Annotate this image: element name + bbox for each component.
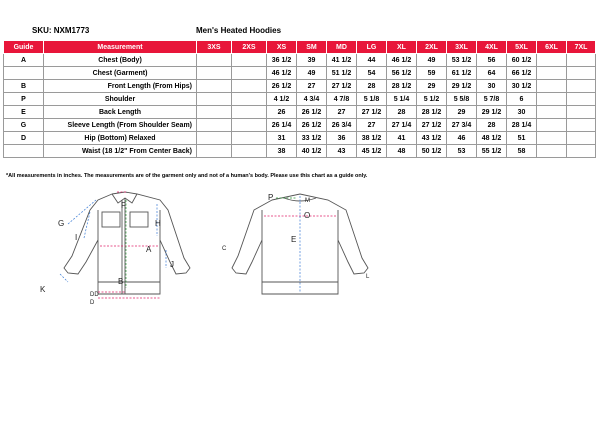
size-value-cell: 6 <box>507 93 537 106</box>
size-value-cell: 49 <box>297 67 327 80</box>
measurement-cell: Back Length <box>44 106 197 119</box>
measurement-footnote: *All measurements in inches. The measurements are of the garment only and not of a human's body. Please use this chart as a guide only. <box>6 173 368 179</box>
measurement-cell: Sleeve Length (From Shoulder Seam) <box>44 119 197 132</box>
column-header: Guide <box>4 41 44 54</box>
guide-cell: B <box>4 80 44 93</box>
size-value-cell: 66 1/2 <box>507 67 537 80</box>
column-header: LG <box>357 41 387 54</box>
size-value-cell <box>567 54 596 67</box>
size-value-cell: 27 1/4 <box>387 119 417 132</box>
measurement-cell: Chest (Garment) <box>44 67 197 80</box>
label-p: P <box>268 193 274 202</box>
guide-cell: G <box>4 119 44 132</box>
table-row <box>4 145 596 158</box>
back-view-guides <box>264 196 336 292</box>
size-value-cell: 58 <box>507 145 537 158</box>
size-value-cell: 5 1/4 <box>387 93 417 106</box>
column-header: 5XL <box>507 41 537 54</box>
size-value-cell <box>232 132 267 145</box>
size-value-cell <box>537 54 567 67</box>
chart-header <box>0 26 600 40</box>
size-value-cell: 4 3/4 <box>297 93 327 106</box>
size-value-cell: 33 1/2 <box>297 132 327 145</box>
size-value-cell: 38 <box>267 145 297 158</box>
size-value-cell: 64 <box>477 67 507 80</box>
size-value-cell: 5 1/2 <box>417 93 447 106</box>
size-value-cell: 30 1/2 <box>507 80 537 93</box>
column-header: 3XL <box>447 41 477 54</box>
size-value-cell: 36 1/2 <box>267 54 297 67</box>
size-value-cell: 28 1/4 <box>507 119 537 132</box>
column-header: 2XS <box>232 41 267 54</box>
table-header-row <box>4 41 596 54</box>
label-g: G <box>58 219 65 228</box>
size-value-cell: 29 <box>417 80 447 93</box>
size-value-cell: 4 7/8 <box>327 93 357 106</box>
guide-cell <box>4 145 44 158</box>
size-value-cell: 5 7/8 <box>477 93 507 106</box>
size-value-cell: 48 <box>387 145 417 158</box>
size-value-cell: 27 <box>297 80 327 93</box>
label-dd: DD <box>90 292 99 298</box>
size-value-cell: 29 1/2 <box>477 106 507 119</box>
size-value-cell: 60 1/2 <box>507 54 537 67</box>
size-value-cell <box>567 119 596 132</box>
label-j: J <box>170 260 174 269</box>
size-value-cell: 41 <box>387 132 417 145</box>
guide-cell: E <box>4 106 44 119</box>
size-value-cell: 46 1/2 <box>387 54 417 67</box>
measurement-cell: Hip (Bottom) Relaxed <box>44 132 197 145</box>
size-value-cell <box>537 145 567 158</box>
size-value-cell: 26 3/4 <box>327 119 357 132</box>
table-row <box>4 93 596 106</box>
size-value-cell <box>537 93 567 106</box>
column-header: 6XL <box>537 41 567 54</box>
size-value-cell: 51 <box>507 132 537 145</box>
size-value-cell <box>537 106 567 119</box>
size-value-cell: 53 1/2 <box>447 54 477 67</box>
front-view-garment <box>64 192 190 294</box>
measurement-cell: Waist (18 1/2" From Center Back) <box>44 145 197 158</box>
size-value-cell: 31 <box>267 132 297 145</box>
guide-cell: P <box>4 93 44 106</box>
size-value-cell: 28 <box>357 80 387 93</box>
size-value-cell <box>567 106 596 119</box>
label-a: A <box>146 245 152 254</box>
size-value-cell <box>232 145 267 158</box>
measurement-cell: Shoulder <box>44 93 197 106</box>
size-value-cell <box>232 119 267 132</box>
size-value-cell: 27 1/2 <box>357 106 387 119</box>
size-value-cell: 27 1/2 <box>417 119 447 132</box>
size-value-cell: 55 1/2 <box>477 145 507 158</box>
size-value-cell: 26 1/2 <box>267 80 297 93</box>
size-value-cell <box>232 80 267 93</box>
label-m: M <box>305 198 310 204</box>
size-value-cell <box>567 93 596 106</box>
size-value-cell <box>232 93 267 106</box>
size-value-cell: 27 <box>327 106 357 119</box>
size-value-cell: 39 <box>297 54 327 67</box>
size-value-cell <box>232 106 267 119</box>
back-view-labels <box>222 193 370 280</box>
size-value-cell: 5 1/8 <box>357 93 387 106</box>
size-value-cell: 56 1/2 <box>387 67 417 80</box>
garment-diagram <box>0 188 600 308</box>
size-value-cell: 59 <box>417 67 447 80</box>
column-header: XS <box>267 41 297 54</box>
label-l: L <box>366 274 370 280</box>
size-value-cell <box>232 54 267 67</box>
size-value-cell <box>537 119 567 132</box>
size-value-cell <box>232 67 267 80</box>
column-header: 7XL <box>567 41 596 54</box>
size-value-cell: 44 <box>357 54 387 67</box>
size-value-cell: 27 1/2 <box>327 80 357 93</box>
label-k: K <box>40 285 46 294</box>
table-row <box>4 132 596 145</box>
label-f: F <box>121 201 126 210</box>
size-value-cell: 40 1/2 <box>297 145 327 158</box>
size-value-cell <box>567 67 596 80</box>
measurement-cell: Front Length (From Hips) <box>44 80 197 93</box>
label-o: O <box>304 211 311 220</box>
label-i: I <box>75 233 78 242</box>
size-value-cell: 26 <box>267 106 297 119</box>
size-value-cell: 28 1/2 <box>417 106 447 119</box>
guide-cell: A <box>4 54 44 67</box>
table-row <box>4 67 596 80</box>
label-e: E <box>291 235 297 244</box>
table-row <box>4 54 596 67</box>
label-b: B <box>118 277 124 286</box>
column-header: SM <box>297 41 327 54</box>
column-header: 2XL <box>417 41 447 54</box>
size-value-cell: 61 1/2 <box>447 67 477 80</box>
size-value-cell: 30 <box>507 106 537 119</box>
size-value-cell: 26 1/4 <box>267 119 297 132</box>
size-value-cell <box>197 145 232 158</box>
size-value-cell <box>567 80 596 93</box>
size-value-cell: 46 1/2 <box>267 67 297 80</box>
column-header: 4XL <box>477 41 507 54</box>
label-c: C <box>222 246 227 252</box>
size-value-cell <box>567 132 596 145</box>
size-value-cell: 29 1/2 <box>447 80 477 93</box>
size-value-cell <box>197 67 232 80</box>
size-value-cell <box>537 132 567 145</box>
column-header: Measurement <box>44 41 197 54</box>
guide-cell <box>4 67 44 80</box>
label-h: H <box>155 219 161 228</box>
size-value-cell: 45 1/2 <box>357 145 387 158</box>
size-value-cell: 38 1/2 <box>357 132 387 145</box>
size-value-cell: 51 1/2 <box>327 67 357 80</box>
size-value-cell <box>197 106 232 119</box>
column-header: MD <box>327 41 357 54</box>
size-value-cell: 4 1/2 <box>267 93 297 106</box>
size-value-cell: 43 1/2 <box>417 132 447 145</box>
size-value-cell: 5 5/8 <box>447 93 477 106</box>
size-value-cell: 26 1/2 <box>297 119 327 132</box>
size-value-cell: 46 <box>447 132 477 145</box>
table-row <box>4 80 596 93</box>
size-value-cell: 30 <box>477 80 507 93</box>
size-value-cell: 28 1/2 <box>387 80 417 93</box>
size-value-cell: 28 <box>387 106 417 119</box>
size-value-cell: 27 3/4 <box>447 119 477 132</box>
size-value-cell <box>197 132 232 145</box>
table-row <box>4 119 596 132</box>
size-value-cell <box>197 119 232 132</box>
size-value-cell: 53 <box>447 145 477 158</box>
front-view-labels <box>40 201 174 306</box>
size-value-cell: 50 1/2 <box>417 145 447 158</box>
size-value-cell <box>537 80 567 93</box>
size-chart-table <box>3 40 596 158</box>
product-title: Men's Heated Hoodies <box>196 26 282 35</box>
size-value-cell: 28 <box>477 119 507 132</box>
size-value-cell: 41 1/2 <box>327 54 357 67</box>
column-header: XL <box>387 41 417 54</box>
size-value-cell: 56 <box>477 54 507 67</box>
sku-label: SKU: NXM1773 <box>32 26 90 35</box>
size-value-cell: 43 <box>327 145 357 158</box>
size-value-cell: 54 <box>357 67 387 80</box>
measurement-cell: Chest (Body) <box>44 54 197 67</box>
size-value-cell: 26 1/2 <box>297 106 327 119</box>
size-value-cell <box>537 67 567 80</box>
label-d: D <box>90 300 95 306</box>
size-value-cell: 29 <box>447 106 477 119</box>
size-value-cell <box>197 93 232 106</box>
size-value-cell <box>197 54 232 67</box>
size-value-cell: 36 <box>327 132 357 145</box>
size-value-cell: 49 <box>417 54 447 67</box>
column-header: 3XS <box>197 41 232 54</box>
size-value-cell <box>567 145 596 158</box>
size-value-cell: 48 1/2 <box>477 132 507 145</box>
table-row <box>4 106 596 119</box>
guide-cell: D <box>4 132 44 145</box>
size-value-cell <box>197 80 232 93</box>
size-value-cell: 27 <box>357 119 387 132</box>
